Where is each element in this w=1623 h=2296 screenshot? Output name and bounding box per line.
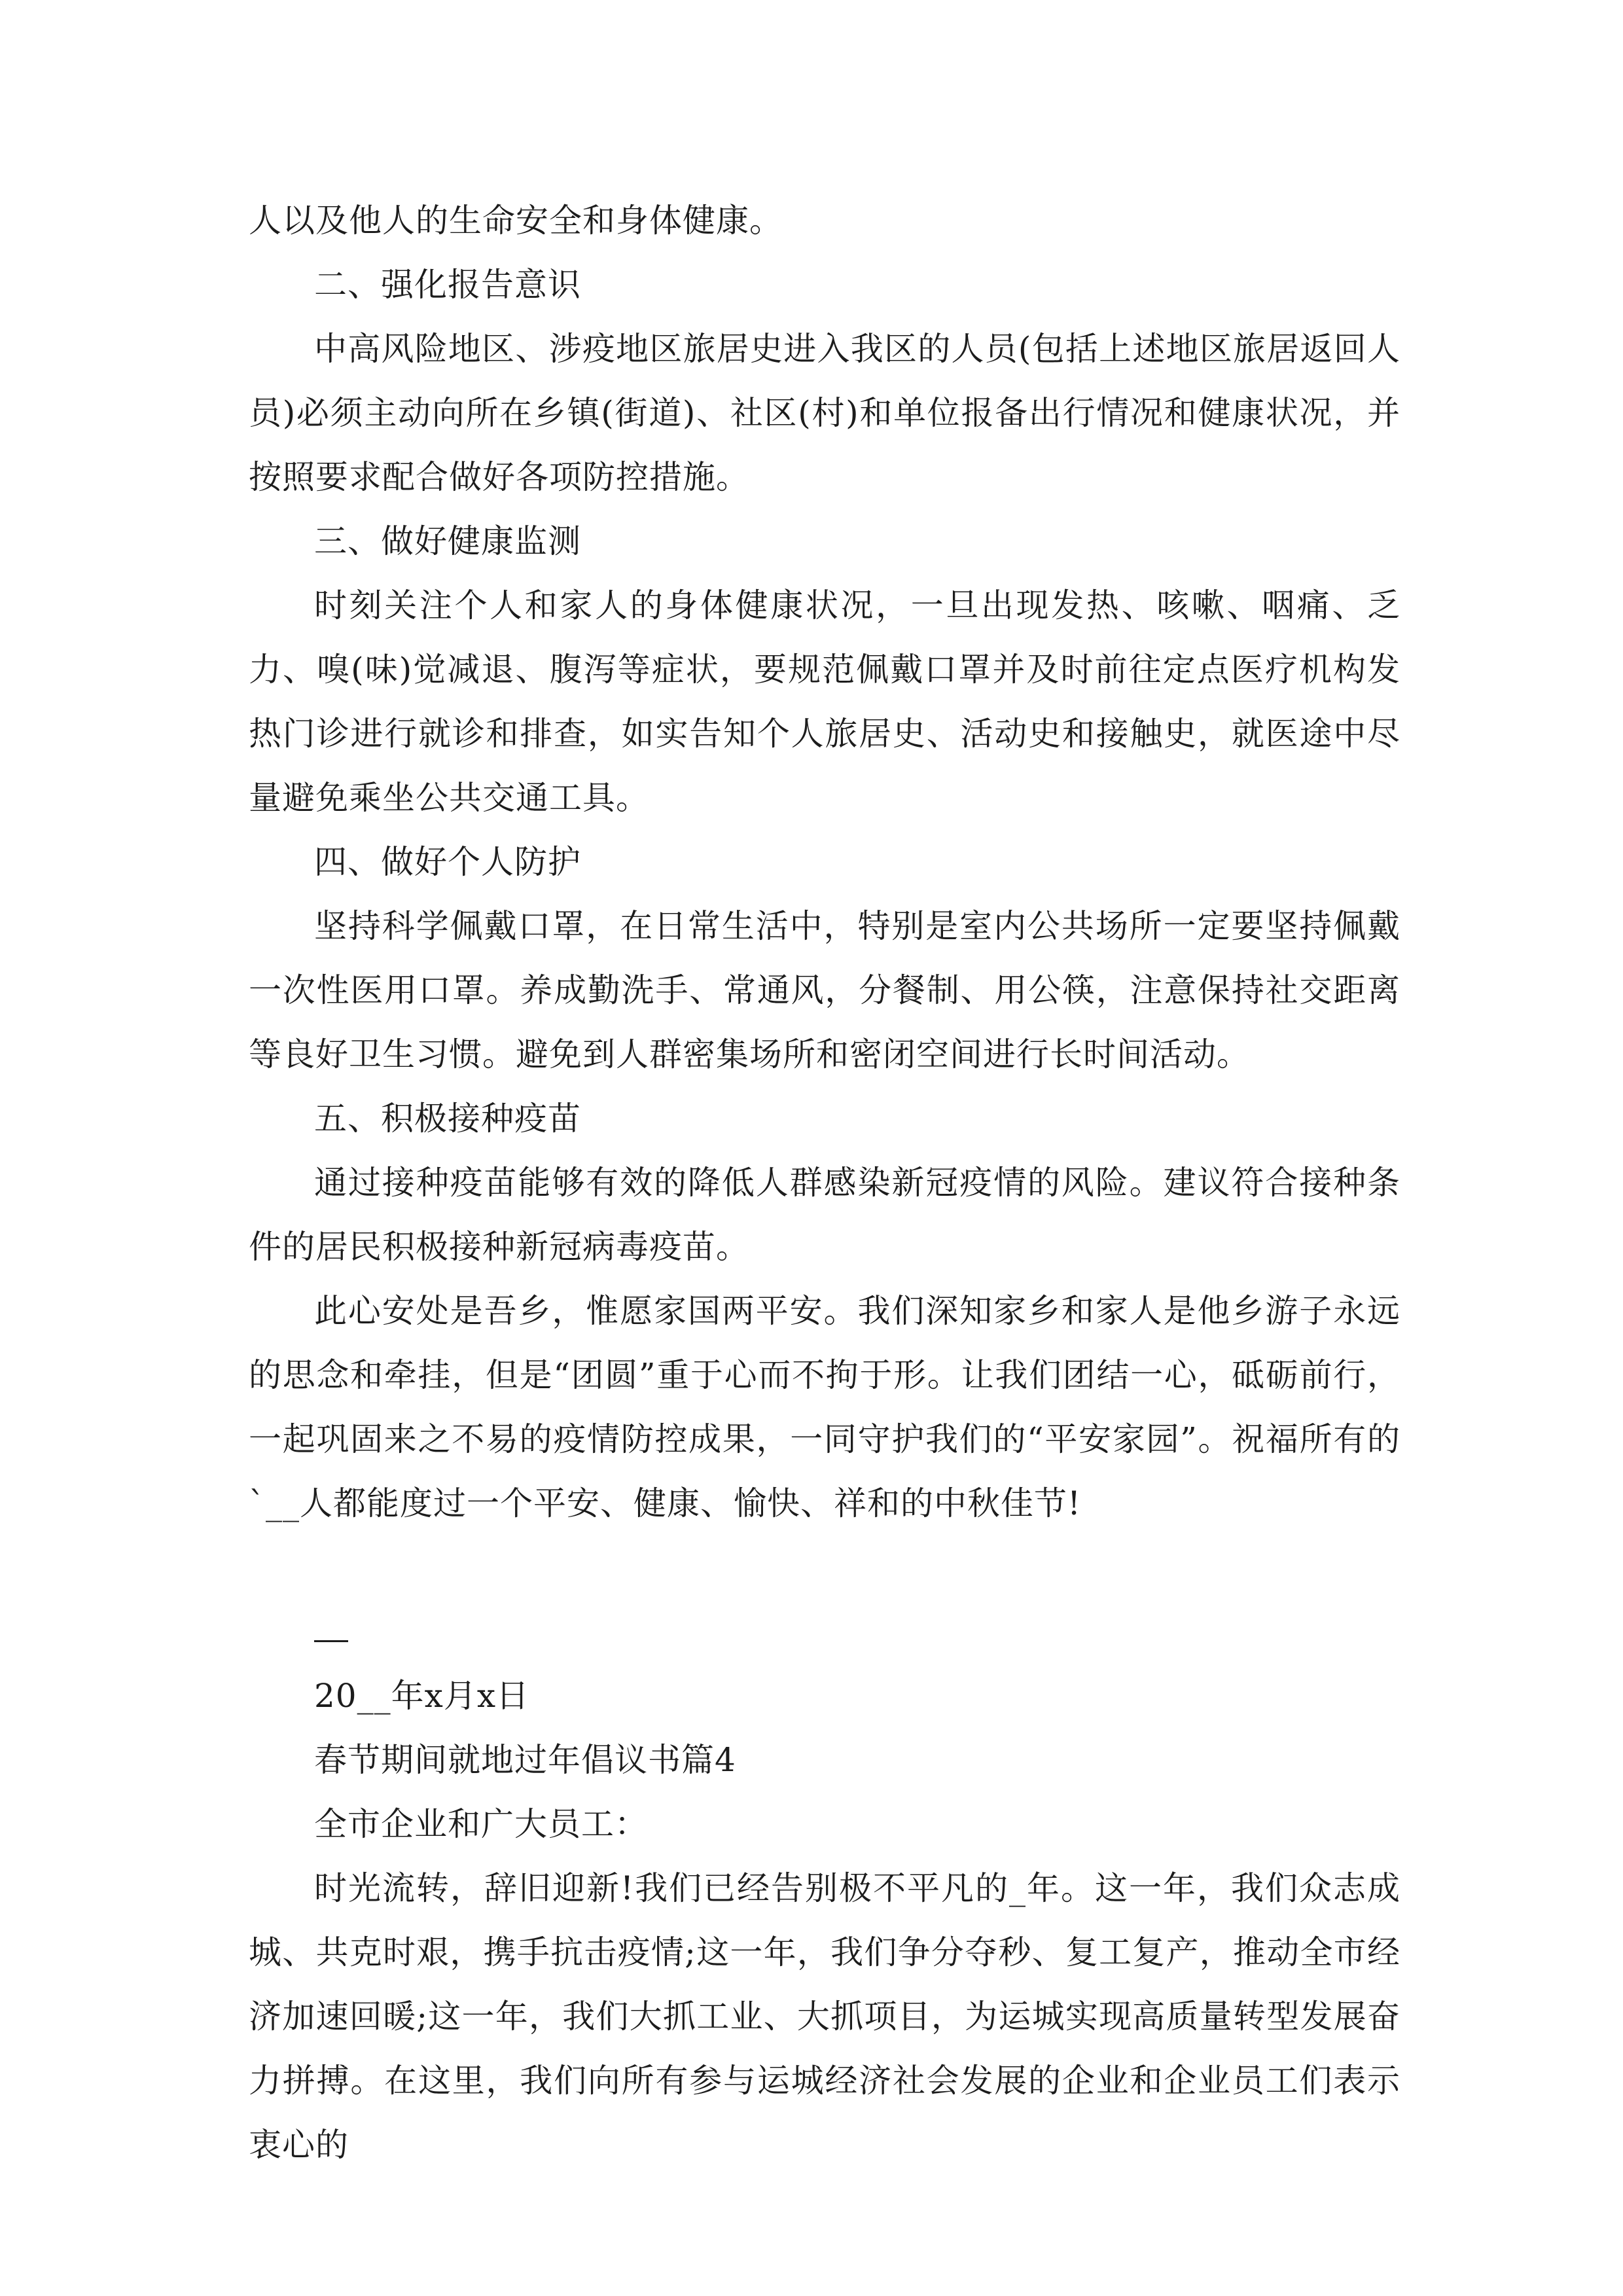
salutation: 全市企业和广大员工：	[314, 1805, 648, 1843]
paragraph-protection: 坚持科学佩戴口罩，在日常生活中，特别是室内公共场所一定要坚持佩戴一次性医用口罩。养成勤洗手、常通风，分餐制、用公筷，注意保持社交距离等良好卫生习惯。避免到人群密集场所和密闭空间进行长时间活动。	[249, 907, 1400, 1073]
section-heading-vaccination: 五、积极接种疫苗	[314, 1100, 581, 1138]
paragraph-blessing: 此心安处是吾乡，惟愿家国两平安。我们深知家乡和家人是他乡游子永远的思念和牵挂，但是“团圆”重于心而不拘于形。让我们团结一心，砥砺前行，一起巩固来之不易的疫情防控成果，一同守护我们的“平安家园”。祝福所有的`__人都能度过一个平安、健康、愉快、祥和的中秋佳节!	[249, 1292, 1400, 1522]
blank-line	[249, 1535, 1400, 1600]
signature-placeholder	[249, 1600, 1400, 1664]
section-heading-report: 二、强化报告意识	[314, 266, 581, 304]
section-title: 春节期间就地过年倡议书篇4	[314, 1741, 736, 1779]
paragraph-report: 中高风险地区、涉疫地区旅居史进入我区的人员(包括上述地区旅居返回人员)必须主动向所在乡镇(街道)、社区(村)和单位报备出行情况和健康状况，并按照要求配合做好各项防控措施。	[249, 330, 1400, 496]
paragraph-continuation: 人以及他人的生命安全和身体健康。	[249, 202, 783, 240]
section-heading-protection: 四、做好个人防护	[314, 843, 581, 881]
paragraph-new-year: 时光流转，辞旧迎新!我们已经告别极不平凡的_年。这一年，我们众志成城、共克时艰，携手抗击疫情;这一年，我们争分夺秒、复工复产，推动全市经济加速回暖;这一年，我们大抓工业、大抓项目，为运城实现高质量转型发展奋力拼搏。在这里，我们向所有参与运城经济社会发展的企业和企业员工们表示衷心的	[249, 1869, 1400, 2164]
date-line: 20__年x月x日	[314, 1677, 530, 1715]
section-heading-monitoring: 三、做好健康监测	[314, 522, 581, 560]
paragraph-vaccination: 通过接种疫苗能够有效的降低人群感染新冠疫情的风险。建议符合接种条件的居民积极接种新冠病毒疫苗。	[249, 1164, 1400, 1266]
paragraph-monitoring: 时刻关注个人和家人的身体健康状况，一旦出现发热、咳嗽、咽痛、乏力、嗅(味)觉减退、腹泻等症状，要规范佩戴口罩并及时前往定点医疗机构发热门诊进行就诊和排查，如实告知个人旅居史、活动史和接触史，就医途中尽量避免乘坐公共交通工具。	[249, 586, 1400, 817]
document-body	[249, 188, 1400, 2177]
signature-dash	[314, 1640, 348, 1642]
